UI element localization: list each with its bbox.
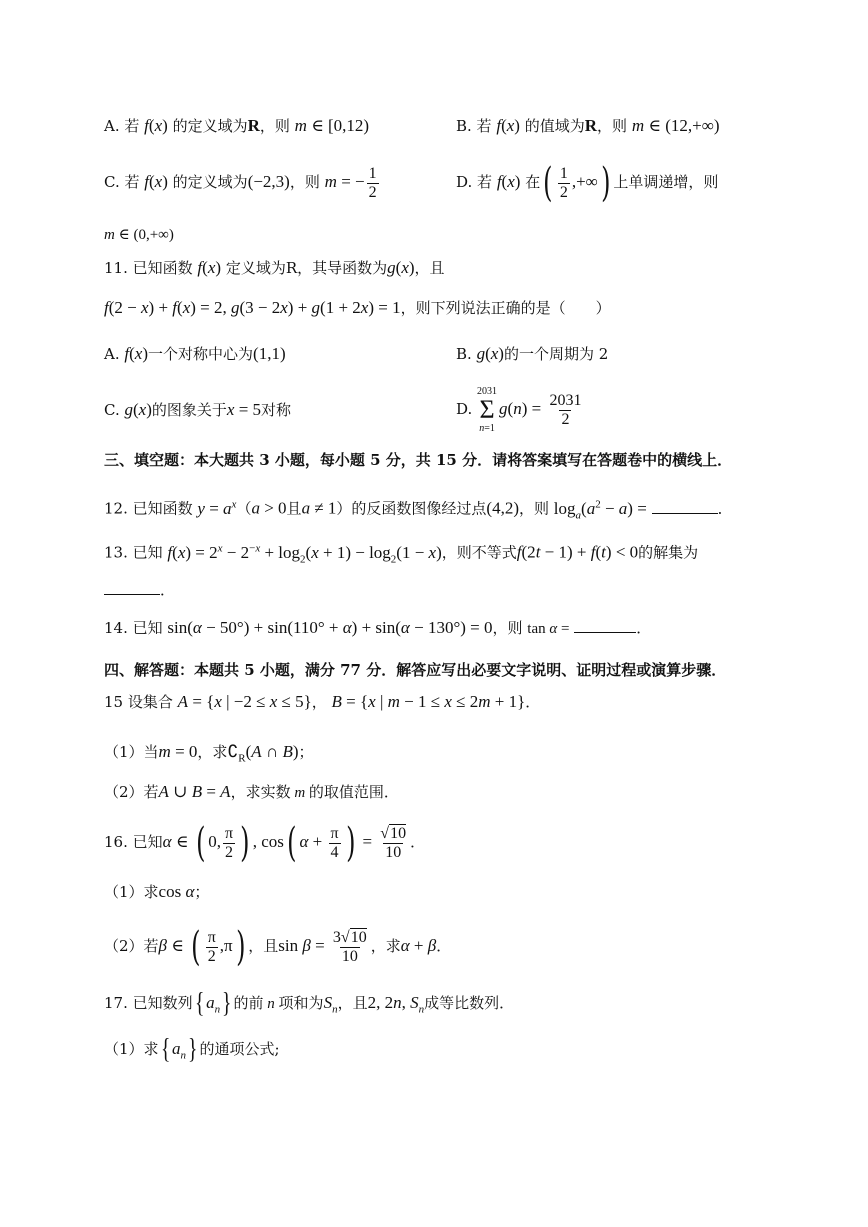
q16-end: ． <box>410 833 426 851</box>
q11-domain: R <box>285 259 298 277</box>
q11-c-text2: 对称 <box>261 401 292 419</box>
q10-a-text2: ，则 <box>259 117 290 135</box>
q12-cond-end: ）的反函数图像经过点 <box>336 499 487 518</box>
q10-option-a <box>104 116 369 136</box>
q11-text3: ，且 <box>414 259 445 277</box>
q17 <box>104 990 514 1019</box>
q11-a-text: 一个对称中心为 <box>148 345 254 363</box>
q14-end: ． <box>636 619 652 637</box>
q11-option-a <box>104 344 286 364</box>
q11-c-math2: x = 5 <box>226 400 262 419</box>
q11-b-label: B. <box>456 345 472 363</box>
q11-text2: ，其导函数为 <box>297 259 388 277</box>
q11-b-text: 的一个周期为 2 <box>503 345 609 363</box>
q15-set-b: B = {x | m − 1 ≤ x ≤ 2m + 1} <box>331 692 526 711</box>
q15-p2-mid: ，求实数 <box>230 783 291 801</box>
q14-answer-blank[interactable] <box>574 618 636 633</box>
q17-text4: 成等比数列． <box>424 993 515 1012</box>
q10-b-math1: f(x) <box>496 116 520 135</box>
q15 <box>104 692 540 712</box>
q17-n: n <box>263 995 279 1012</box>
q12-math5: $\log_a(a^2 - a)$ = <box>553 498 647 522</box>
section-3-title: 三、填空题：本大题共 3 小题，每小题 5 分，共 15 分．请将答案填写在答题卷中的横线上． <box>104 451 733 469</box>
q11-option-c <box>104 400 291 420</box>
q15-p2-label: （2）若 <box>104 783 159 801</box>
q16-p2-math3: α + β <box>400 936 437 955</box>
q11-option-b <box>456 344 608 364</box>
q17-math3: 2, 2n, $S_n$ <box>367 992 425 1016</box>
q16-math: α ∈ ( 0, $\frac{\pi}{2}$ ) , cos( α + $\frac{\pi}{4}$ ) = $\frac{√10}{10}$ <box>162 820 407 867</box>
q17-text3: ，且 <box>337 993 368 1012</box>
q10-b-math3: m ∈ (12,+∞) <box>631 116 720 135</box>
q17-part1 <box>104 1036 280 1065</box>
q11-text1: 定义域为 <box>225 259 286 277</box>
q10-b-text2: ，则 <box>597 117 628 135</box>
q16-p2-math2: sin β = $\frac{3√10}{10}$ <box>278 928 367 965</box>
q16-number: 16. 已知 <box>104 833 163 851</box>
q10-c-text2: ，则 <box>289 173 320 191</box>
section-4-title: 四、解答题：本题共 5 小题，满分 77 分．解答应写出必要文字说明、证明过程或演算步骤． <box>104 661 727 679</box>
q16-p2-mid2: ，求 <box>370 937 401 955</box>
q11-a-math1: f(x) <box>124 344 149 363</box>
q12-end: ． <box>717 499 733 518</box>
q16-p2-label: （2）若 <box>104 937 159 955</box>
q13-math2: f(2t − 1) + f(t) < 0 <box>516 542 639 562</box>
q17-p1-end: 的通项公式; <box>199 1039 280 1058</box>
q12-math3: a ≠ 1 <box>301 498 337 518</box>
q10-option-d-cont <box>104 224 174 245</box>
q10-b-text: 的值域为 <box>524 117 585 135</box>
q10-option-b <box>456 116 720 136</box>
q10-d-text: 在 <box>525 173 541 191</box>
q15-part2 <box>104 782 399 803</box>
q14-number: 14. 已知 <box>104 619 163 637</box>
q17-math2: $S_n$ <box>323 992 338 1016</box>
q11-b-math1: g(x) <box>476 344 504 363</box>
q15-p1-math1: m = 0 <box>158 742 198 761</box>
q14-math2: tan α = <box>527 621 570 637</box>
q16-part2 <box>104 922 451 970</box>
q11-option-d <box>456 386 585 434</box>
q11-c-label: C. <box>104 401 120 419</box>
q16-part1 <box>104 882 209 902</box>
q12-math4: (4,2) <box>486 498 519 518</box>
q15-p2-math1: A ∪ B = A <box>158 782 231 801</box>
q12-answer-blank[interactable] <box>652 499 718 514</box>
q10-a-math1: f(x) <box>144 116 168 135</box>
q11-a-math2: (1,1) <box>253 344 286 363</box>
q13-line1 <box>104 538 698 569</box>
q15-p2-var: m <box>290 785 309 801</box>
q10-b-label: B. 若 <box>456 117 492 135</box>
q10-c-math2: (−2,3) <box>247 172 290 191</box>
q10-c-label: C. 若 <box>104 173 140 191</box>
q10-d-text2: 上单调递增，则 <box>613 173 719 191</box>
q11-number: 11. 已知函数 <box>104 259 193 277</box>
q15-text1: 设集合 <box>127 693 173 711</box>
q12-number: 12. 已知函数 <box>104 499 193 518</box>
q10-option-d <box>456 160 719 207</box>
q11-d-math: 2031 Σ n=1 g(n) = $\frac{2031}{2}$ <box>477 386 582 435</box>
q10-a-label: A. 若 <box>104 117 140 135</box>
q15-part1 <box>104 742 314 768</box>
q16-p1-end: ； <box>194 883 210 901</box>
q12-and: 且 <box>286 499 302 518</box>
q15-p1-label: （1）当 <box>104 743 159 761</box>
q11-c-text1: 的图象关于 <box>151 401 227 419</box>
q16-p1-math: cos α <box>158 882 195 901</box>
q14 <box>104 618 651 639</box>
q16-p2-end: ． <box>436 937 452 955</box>
q11-math3: f(2 − x) + f(x) = 2, g(3 − 2x) + g(1 + 2x) = 1 <box>104 298 401 317</box>
q10-c-math3: m = − $\frac{1}{2}$ <box>324 164 377 201</box>
q10-b-math2: R <box>584 116 598 135</box>
q17-number: 17. 已知数列 <box>104 993 193 1012</box>
q14-then: ，则 <box>492 619 523 637</box>
q16-p1-label: （1）求 <box>104 883 159 901</box>
q17-p1-math: { $a_n$} <box>160 1034 198 1065</box>
q17-p1-label: （1）求 <box>104 1039 159 1058</box>
q11-text4: ，则下列说法正确的是（ ） <box>400 299 611 317</box>
q10-c-math1: f(x) <box>144 172 168 191</box>
q11-d-label: D. <box>456 400 473 418</box>
q11-a-label: A. <box>104 345 120 363</box>
q12-cond: （ <box>236 499 252 518</box>
q10-d-math3: m ∈ (0,+∞) <box>104 227 174 243</box>
q13-answer-blank[interactable] <box>104 580 160 595</box>
q11-stem-line1 <box>104 258 445 278</box>
q11-math2: g(x) <box>387 258 415 277</box>
q13-math1: $f(x) = 2^x - 2^{-x} + \log_2(x + 1) - \log_2(1 - x)$ <box>167 542 442 566</box>
q15-p1-mid: ，求 <box>197 743 228 761</box>
q12 <box>104 494 733 525</box>
q10-a-text: 的定义域为 <box>172 117 248 135</box>
q16 <box>104 818 425 866</box>
q13-number: 13. 已知 <box>104 543 163 562</box>
q15-p1-end: ； <box>298 743 314 761</box>
q15-sep: ， <box>311 693 327 711</box>
q10-d-label: D. 若 <box>456 173 493 191</box>
q10-d-math1: f(x) <box>496 172 521 191</box>
q10-d-math2: ( $\frac{1}{2}$ ,+∞) <box>543 160 611 207</box>
q17-text1: 的前 <box>233 993 264 1012</box>
q10-c-text: 的定义域为 <box>172 173 248 191</box>
q13-line2 <box>104 580 175 600</box>
q14-math1: sin(α − 50°) + sin(110° + α) + sin(α − 130°) = 0 <box>167 618 493 637</box>
sigma-icon: 2031 Σ n=1 <box>477 386 498 435</box>
q10-a-math3: m ∈ [0,12) <box>294 116 370 135</box>
q15-p1-math2: $∁_R(A$ ∩ B) <box>227 742 299 765</box>
q15-number: 15 <box>104 693 124 711</box>
q17-math1: { $a_n$} <box>194 988 232 1019</box>
q12-then: ，则 <box>519 499 550 518</box>
q10-a-math2: R <box>247 116 260 135</box>
q11-c-math1: g(x) <box>124 400 152 419</box>
q12-math1: $y = a^x$ <box>197 498 237 518</box>
q15-p2-end: 的取值范围． <box>308 783 399 801</box>
q13-end: 的解集为 <box>638 543 699 562</box>
q11-stem-line2 <box>104 298 611 318</box>
q13-then: ，则不等式 <box>441 543 517 562</box>
q13-end2: ． <box>160 581 176 599</box>
q17-text2: 项和为 <box>278 993 324 1012</box>
q12-math2: a > 0 <box>251 498 287 518</box>
q15-end: ． <box>525 693 541 711</box>
q10-option-c <box>104 164 381 202</box>
q11-math1: f(x) <box>197 258 222 277</box>
q16-p2-math1: β ∈ ( $\frac{\pi}{2}$ ,π) <box>158 924 246 971</box>
q15-set-a: A = {x | −2 ≤ x ≤ 5} <box>177 692 312 711</box>
q16-p2-mid: ，且 <box>248 937 279 955</box>
